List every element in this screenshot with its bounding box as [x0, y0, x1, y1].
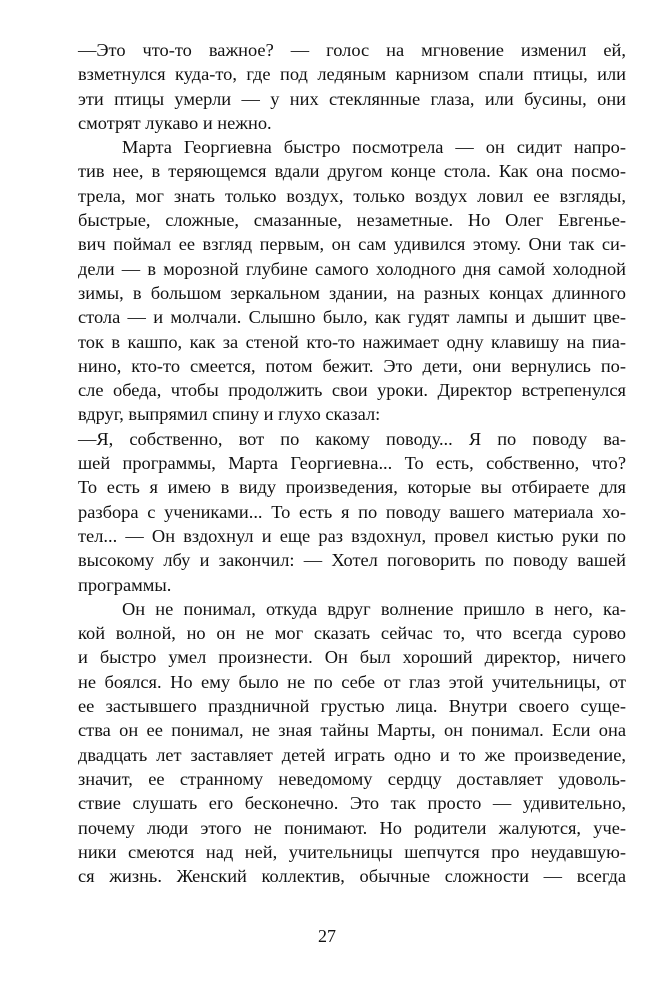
text-line: двадцать лет заставляет детей играть одно и то же произведение, [78, 744, 626, 765]
text-line: значит, ее странному неведомому сердцу доставляет удоволь- [78, 768, 626, 789]
page-number: 27 [318, 926, 336, 946]
text-line: взметнулся куда-то, где под ледяным карнизом спали птицы, или [78, 64, 626, 85]
text-line: кой волной, но он не мог сказать сейчас то, что всегда сурово [78, 623, 626, 644]
text-line: вич поймал ее взгляд первым, он сам удивился этому. Они так си- [78, 234, 626, 255]
paragraph-1 [78, 38, 626, 135]
text-line: вдруг, выпрямил спину и глухо сказал: [78, 404, 381, 425]
text-line: стола — и молчали. Слышно было, как гудят лампы и дышит цве- [78, 307, 626, 328]
text-line: программы. [78, 574, 172, 595]
text-line: ники смеются над ней, учительницы шепчутся про неудавшую- [78, 841, 626, 862]
text-line: быстрые, сложные, смазанные, незаметные. Но Олег Евгенье- [78, 210, 626, 231]
text-line: Марта Георгиевна быстро посмотрела — он сидит напро- [122, 137, 626, 158]
text-line: ток в кашпо, как за стеной кто-то нажимает одну клавишу на пиа- [78, 331, 626, 352]
text-line: тел... — Он вздохнул и еще раз вздохнул, провел кистью руки по [78, 525, 626, 546]
body-text [78, 38, 626, 888]
text-line: шей программы, Марта Георгиевна... То есть, собственно, что? [78, 453, 626, 474]
text-line: сле обеда, чтобы продолжить свои уроки. Директор встрепенулся [78, 380, 626, 401]
text-line: разбора с учениками... То есть я по поводу вашего материала хо- [78, 501, 626, 522]
text-line: ствие слушать его бесконечно. Это так просто — удивительно, [78, 793, 626, 814]
text-line: нино, кто-то смеется, потом бежит. Это дети, они вернулись по- [78, 355, 626, 376]
paragraph-2 [78, 135, 626, 427]
text-line: —Я, собственно, вот по какому поводу... Я по поводу ва- [78, 428, 626, 449]
text-line: ее застывшего праздничной грустью лица. Внутри своего суще- [78, 696, 626, 717]
text-line: не боялся. Но ему было не по себе от глаз этой учительницы, от [78, 671, 626, 692]
text-line: эти птицы умерли — у них стеклянные глаза, или бусины, они [78, 88, 626, 109]
text-line: ства он ее понимал, не зная тайны Марты, он понимал. Если она [78, 720, 626, 741]
text-line: дели — в морозной глубине самого холодного дня самой холодной [78, 258, 626, 279]
text-line: Он не понимал, откуда вдруг волнение пришло в него, ка- [122, 598, 626, 619]
text-line: высокому лбу и закончил: — Хотел поговорить по поводу вашей [78, 550, 626, 571]
text-line: и быстро умел произнести. Он был хороший директор, ничего [78, 647, 626, 668]
paragraph-3 [78, 427, 626, 597]
text-line: —Это что-то важное? — голос на мгновение изменил ей, [78, 40, 626, 60]
text-line: зимы, в большом зеркальном здании, на разных концах длинного [78, 282, 626, 303]
paragraph-4 [78, 597, 626, 889]
text-line: трела, мог знать только воздух, только воздух ловил ее взгляды, [78, 185, 626, 206]
text-line: смотрят лукаво и нежно. [78, 112, 272, 133]
text-line: почему люди этого не понимают. Но родители жалуются, уче- [78, 817, 626, 838]
text-line: тив нее, в теряющемся вдали другом конце стола. Как она посмо- [78, 161, 626, 182]
text-line: То есть я имею в виду произведения, которые вы отбираете для [78, 477, 626, 498]
text-line: ся жизнь. Женский коллектив, обычные сложности — всегда [78, 866, 626, 887]
